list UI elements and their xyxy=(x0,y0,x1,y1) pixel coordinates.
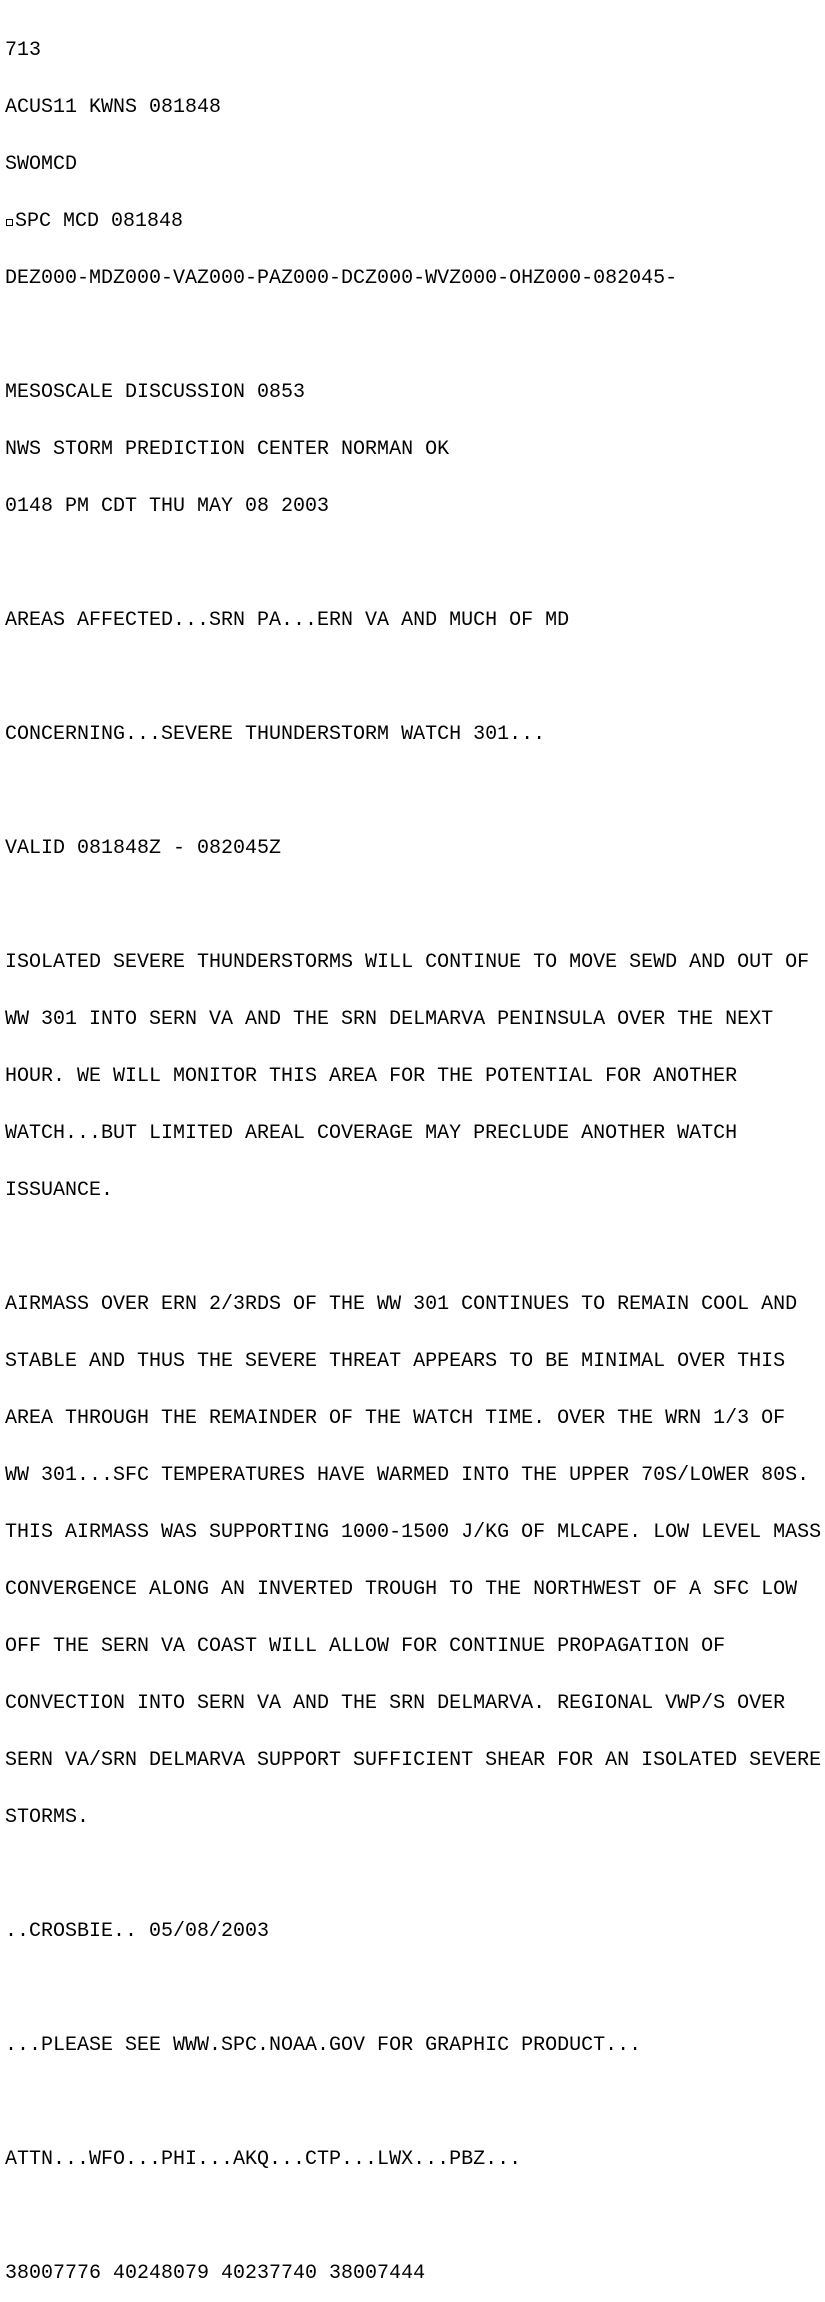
forecaster-signature: ..CROSBIE.. 05/08/2003 xyxy=(5,1920,270,1943)
blank-line xyxy=(5,2093,825,2112)
blank-line xyxy=(5,782,825,801)
paragraph2-line: WW 301...SFC TEMPERATURES HAVE WARMED INTO THE UPPER 70S/LOWER 80S. xyxy=(5,1464,810,1487)
mcd-id-line xyxy=(5,212,825,231)
blank-line xyxy=(5,1238,825,1257)
product-number: 713 xyxy=(5,39,42,62)
blank-line xyxy=(5,1979,825,1998)
paragraph2-line: OFF THE SERN VA COAST WILL ALLOW FOR CONTINUE PROPAGATION OF xyxy=(5,1635,726,1658)
blank-line xyxy=(5,668,825,687)
paragraph2-line: CONVECTION INTO SERN VA AND THE SRN DELMARVA. REGIONAL VWP/S OVER xyxy=(5,1692,786,1715)
issuing-office: NWS STORM PREDICTION CENTER NORMAN OK xyxy=(5,438,450,461)
blank-line xyxy=(5,896,825,915)
blank-line xyxy=(5,326,825,345)
paragraph2-line: SERN VA/SRN DELMARVA SUPPORT SUFFICIENT SHEAR FOR AN ISOLATED SEVERE xyxy=(5,1749,822,1772)
paragraph1-line: WATCH...BUT LIMITED AREAL COVERAGE MAY PRECLUDE ANOTHER WATCH xyxy=(5,1122,738,1145)
control-character-icon xyxy=(6,219,13,226)
paragraph2-line: STABLE AND THUS THE SEVERE THREAT APPEARS TO BE MINIMAL OVER THIS xyxy=(5,1350,786,1373)
paragraph1-line: HOUR. WE WILL MONITOR THIS AREA FOR THE POTENTIAL FOR ANOTHER xyxy=(5,1065,738,1088)
blank-line xyxy=(5,554,825,573)
paragraph1-line: ISOLATED SEVERE THUNDERSTORMS WILL CONTINUE TO MOVE SEWD AND OUT OF xyxy=(5,951,810,974)
wmo-header: ACUS11 KWNS 081848 xyxy=(5,96,222,119)
paragraph2-line: AREA THROUGH THE REMAINDER OF THE WATCH TIME. OVER THE WRN 1/3 OF xyxy=(5,1407,786,1430)
valid-time: VALID 081848Z - 082045Z xyxy=(5,837,282,860)
concerning-line: CONCERNING...SEVERE THUNDERSTORM WATCH 301... xyxy=(5,723,546,746)
discussion-title: MESOSCALE DISCUSSION 0853 xyxy=(5,381,306,404)
paragraph1-line: WW 301 INTO SERN VA AND THE SRN DELMARVA PENINSULA OVER THE NEXT xyxy=(5,1008,774,1031)
mcd-id-text: SPC MCD 081848 xyxy=(15,210,184,233)
blank-line xyxy=(5,2207,825,2226)
blank-line xyxy=(5,1865,825,1884)
paragraph2-line: CONVERGENCE ALONG AN INVERTED TROUGH TO THE NORTHWEST OF A SFC LOW xyxy=(5,1578,798,1601)
paragraph2-line: STORMS. xyxy=(5,1806,90,1829)
paragraph1-line: ISSUANCE. xyxy=(5,1179,114,1202)
paragraph2-line: AIRMASS OVER ERN 2/3RDS OF THE WW 301 CONTINUES TO REMAIN COOL AND xyxy=(5,1293,798,1316)
attn-line: ATTN...WFO...PHI...AKQ...CTP...LWX...PBZ... xyxy=(5,2148,522,2171)
issue-time: 0148 PM CDT THU MAY 08 2003 xyxy=(5,495,330,518)
graphic-product-note: ...PLEASE SEE WWW.SPC.NOAA.GOV FOR GRAPHIC PRODUCT... xyxy=(5,2034,642,2057)
awips-id: SWOMCD xyxy=(5,153,78,176)
ugc-line: DEZ000-MDZ000-VAZ000-PAZ000-DCZ000-WVZ000-OHZ000-082045- xyxy=(5,267,678,290)
coordinates-line: 38007776 40248079 40237740 38007444 xyxy=(5,2262,426,2285)
paragraph2-line: THIS AIRMASS WAS SUPPORTING 1000-1500 J/KG OF MLCAPE. LOW LEVEL MASS xyxy=(5,1521,822,1544)
areas-affected: AREAS AFFECTED...SRN PA...ERN VA AND MUCH OF MD xyxy=(5,609,570,632)
